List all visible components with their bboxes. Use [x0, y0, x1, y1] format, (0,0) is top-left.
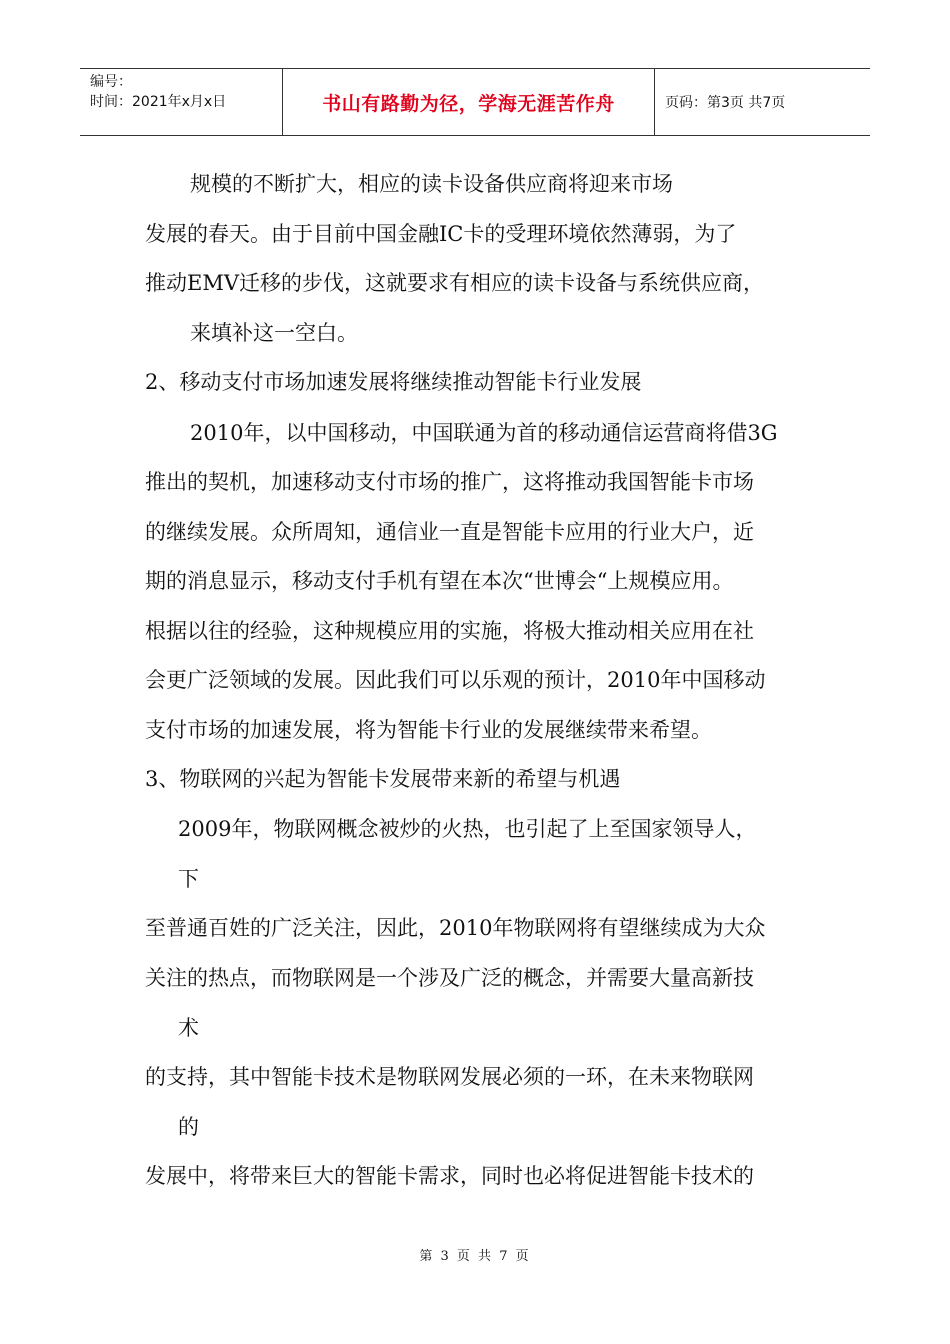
body-line: 的	[178, 1115, 199, 1139]
body-line: 发展中，将带来巨大的智能卡需求，同时也必将促进智能卡技术的	[145, 1164, 754, 1188]
body-line: 推出的契机，加速移动支付市场的推广，这将推动我国智能卡市场	[145, 470, 754, 494]
body-line: 术	[178, 1016, 199, 1040]
body-line: 发展的春天。由于目前中国金融IC卡的受理环境依然薄弱，为了	[145, 222, 737, 246]
header-page-cell	[655, 69, 870, 135]
body-line: 至普通百姓的广泛关注，因此，2010年物联网将有望继续成为大众	[145, 916, 766, 940]
number-label: 编号：	[90, 74, 132, 90]
body-line: 2009年，物联网概念被炒的火热，也引起了上至国家领导人，	[178, 817, 757, 841]
body-line: 根据以往的经验，这种规模应用的实施，将极大推动相关应用在社	[145, 619, 754, 643]
body-line: 期的消息显示，移动支付手机有望在本次“世博会“上规模应用。	[145, 569, 734, 593]
body-line: 支付市场的加速发展，将为智能卡行业的发展继续带来希望。	[145, 718, 712, 742]
body-line: 规模的不断扩大，相应的读卡设备供应商将迎来市场	[190, 172, 673, 196]
time-label: 时间：2021年x月x日	[90, 94, 227, 110]
header-meta	[80, 69, 283, 135]
body-line: 关注的热点，而物联网是一个涉及广泛的概念，并需要大量高新技	[145, 966, 754, 990]
body-line: 来填补这一空白。	[190, 321, 358, 345]
page-footer: 第 3 页 共 7 页	[419, 1249, 531, 1264]
document-header	[80, 68, 870, 136]
header-motto: 书山有路勤为径，学海无涯苦作舟	[322, 92, 615, 115]
header-page-label: 页码：第3页 共7页	[665, 95, 786, 111]
body-line: 2010年，以中国移动，中国联通为首的移动通信运营商将借3G	[190, 421, 778, 445]
body-line: 的继续发展。众所周知，通信业一直是智能卡应用的行业大户，近	[145, 520, 754, 544]
header-motto-cell	[283, 69, 655, 135]
body-line: 推动EMV迁移的步伐，这就要求有相应的读卡设备与系统供应商，	[145, 271, 764, 295]
body-line: 的支持，其中智能卡技术是物联网发展必须的一环，在未来物联网	[145, 1065, 754, 1089]
section-heading: 3、物联网的兴起为智能卡发展带来新的希望与机遇	[145, 767, 621, 791]
body-line: 下	[178, 867, 199, 891]
section-heading: 2、移动支付市场加速发展将继续推动智能卡行业发展	[145, 370, 642, 394]
body-line: 会更广泛领域的发展。因此我们可以乐观的预计，2010年中国移动	[145, 668, 766, 692]
